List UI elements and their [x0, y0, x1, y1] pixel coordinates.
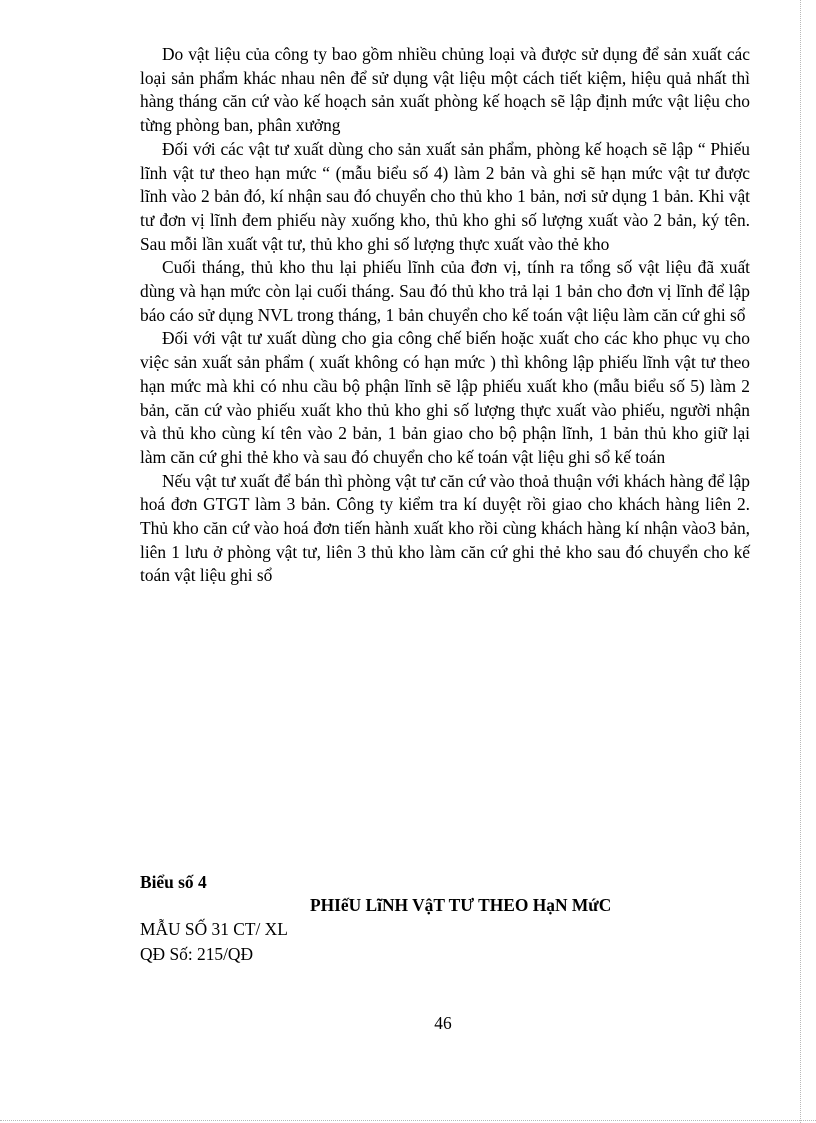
body-text: [140, 43, 750, 588]
page-number: 46: [434, 1013, 452, 1033]
form-label: Biểu số 4: [140, 872, 207, 892]
page-border-right: [800, 0, 801, 1123]
paragraph-month-end: Cuối tháng, thủ kho thu lại phiếu lĩnh của đơn vị, tính ra tổng số vật liệu đã xuất dùng và hạn mức còn lại cuối tháng. Sau đó thủ kho trả lại 1 bản cho đơn vị lĩnh để lập báo cáo sử dụng NVL trong tháng, 1 bản chuyển cho kế toán vật liệu làm căn cứ ghi sổ: [140, 257, 750, 325]
page-border-bottom: [0, 1120, 816, 1121]
form-code: MẪU SỐ 31 CT/ XL: [140, 919, 288, 939]
paragraph-material-norms: Do vật liệu của công ty bao gồm nhiều chủng loại và được sử dụng để sản xuất các loại sản phẩm khác nhau nên để sử dụng vật liệu một cách tiết kiệm, hiệu quả nhất thì hàng tháng căn cứ vào kế hoạch sản xuất phòng kế hoạch sẽ lập định mức vật liệu cho từng phòng ban, phân xưởng: [140, 44, 750, 136]
paragraph-sales-issue: Nếu vật tư xuất để bán thì phòng vật tư căn cứ vào thoả thuận với khách hàng để lập hoá đơn GTGT làm 3 bản. Công ty kiểm tra kí duyệt rồi giao cho khách hàng liên 2. Thủ kho căn cứ vào hoá đơn tiến hành xuất kho rồi cùng khách hàng kí nhận vào3 bản, liên 1 lưu ở phòng vật tư, liên 3 thủ kho làm căn cứ ghi thẻ kho sau đó chuyển cho kế toán vật liệu ghi sổ: [140, 470, 750, 586]
paragraph-requisition-by-quota: Đối với các vật tư xuất dùng cho sản xuất sản phẩm, phòng kế hoạch sẽ lập “ Phiếu lĩnh vật tư theo hạn mức “ (mẫu biểu số 4) làm 2 bản và ghi sẽ hạn mức vật tư được lĩnh vào 2 bản đó, kí nhận sau đó chuyển cho thủ kho 1 bản, nơi sử dụng 1 bản. Khi vật tư đơn vị lĩnh đem phiếu này xuống kho, thủ kho ghi số lượng xuất vào 2 bản, ký tên. Sau mỗi lần xuất vật tư, thủ kho ghi số lượng thực xuất vào thẻ kho: [140, 138, 750, 254]
paragraph-processing-issue: Đối với vật tư xuất dùng cho gia công chế biến hoặc xuất cho các kho phục vụ cho việc sản xuất sản phẩm ( xuất không có hạn mức ) thì không lập phiếu lĩnh vật tư theo hạn mức mà khi có nhu cầu bộ phận lĩnh sẽ lập phiếu xuất kho (mẫu biểu số 5) làm 2 bản, căn cứ vào phiếu xuất kho thủ kho ghi số lượng thực xuất vào phiếu, người nhận và thủ kho cùng kí tên vào 2 bản, 1 bản giao cho bộ phận lĩnh, 1 bản thủ kho giữ lại làm căn cứ ghi thẻ kho và sau đó chuyển cho kế toán vật liệu ghi sổ kế toán: [140, 328, 750, 467]
form-decision-number: QĐ Số: 215/QĐ: [140, 944, 254, 964]
form-title: PHIếU LĩNH VậT TƯ THEO HạN MứC: [310, 895, 612, 915]
